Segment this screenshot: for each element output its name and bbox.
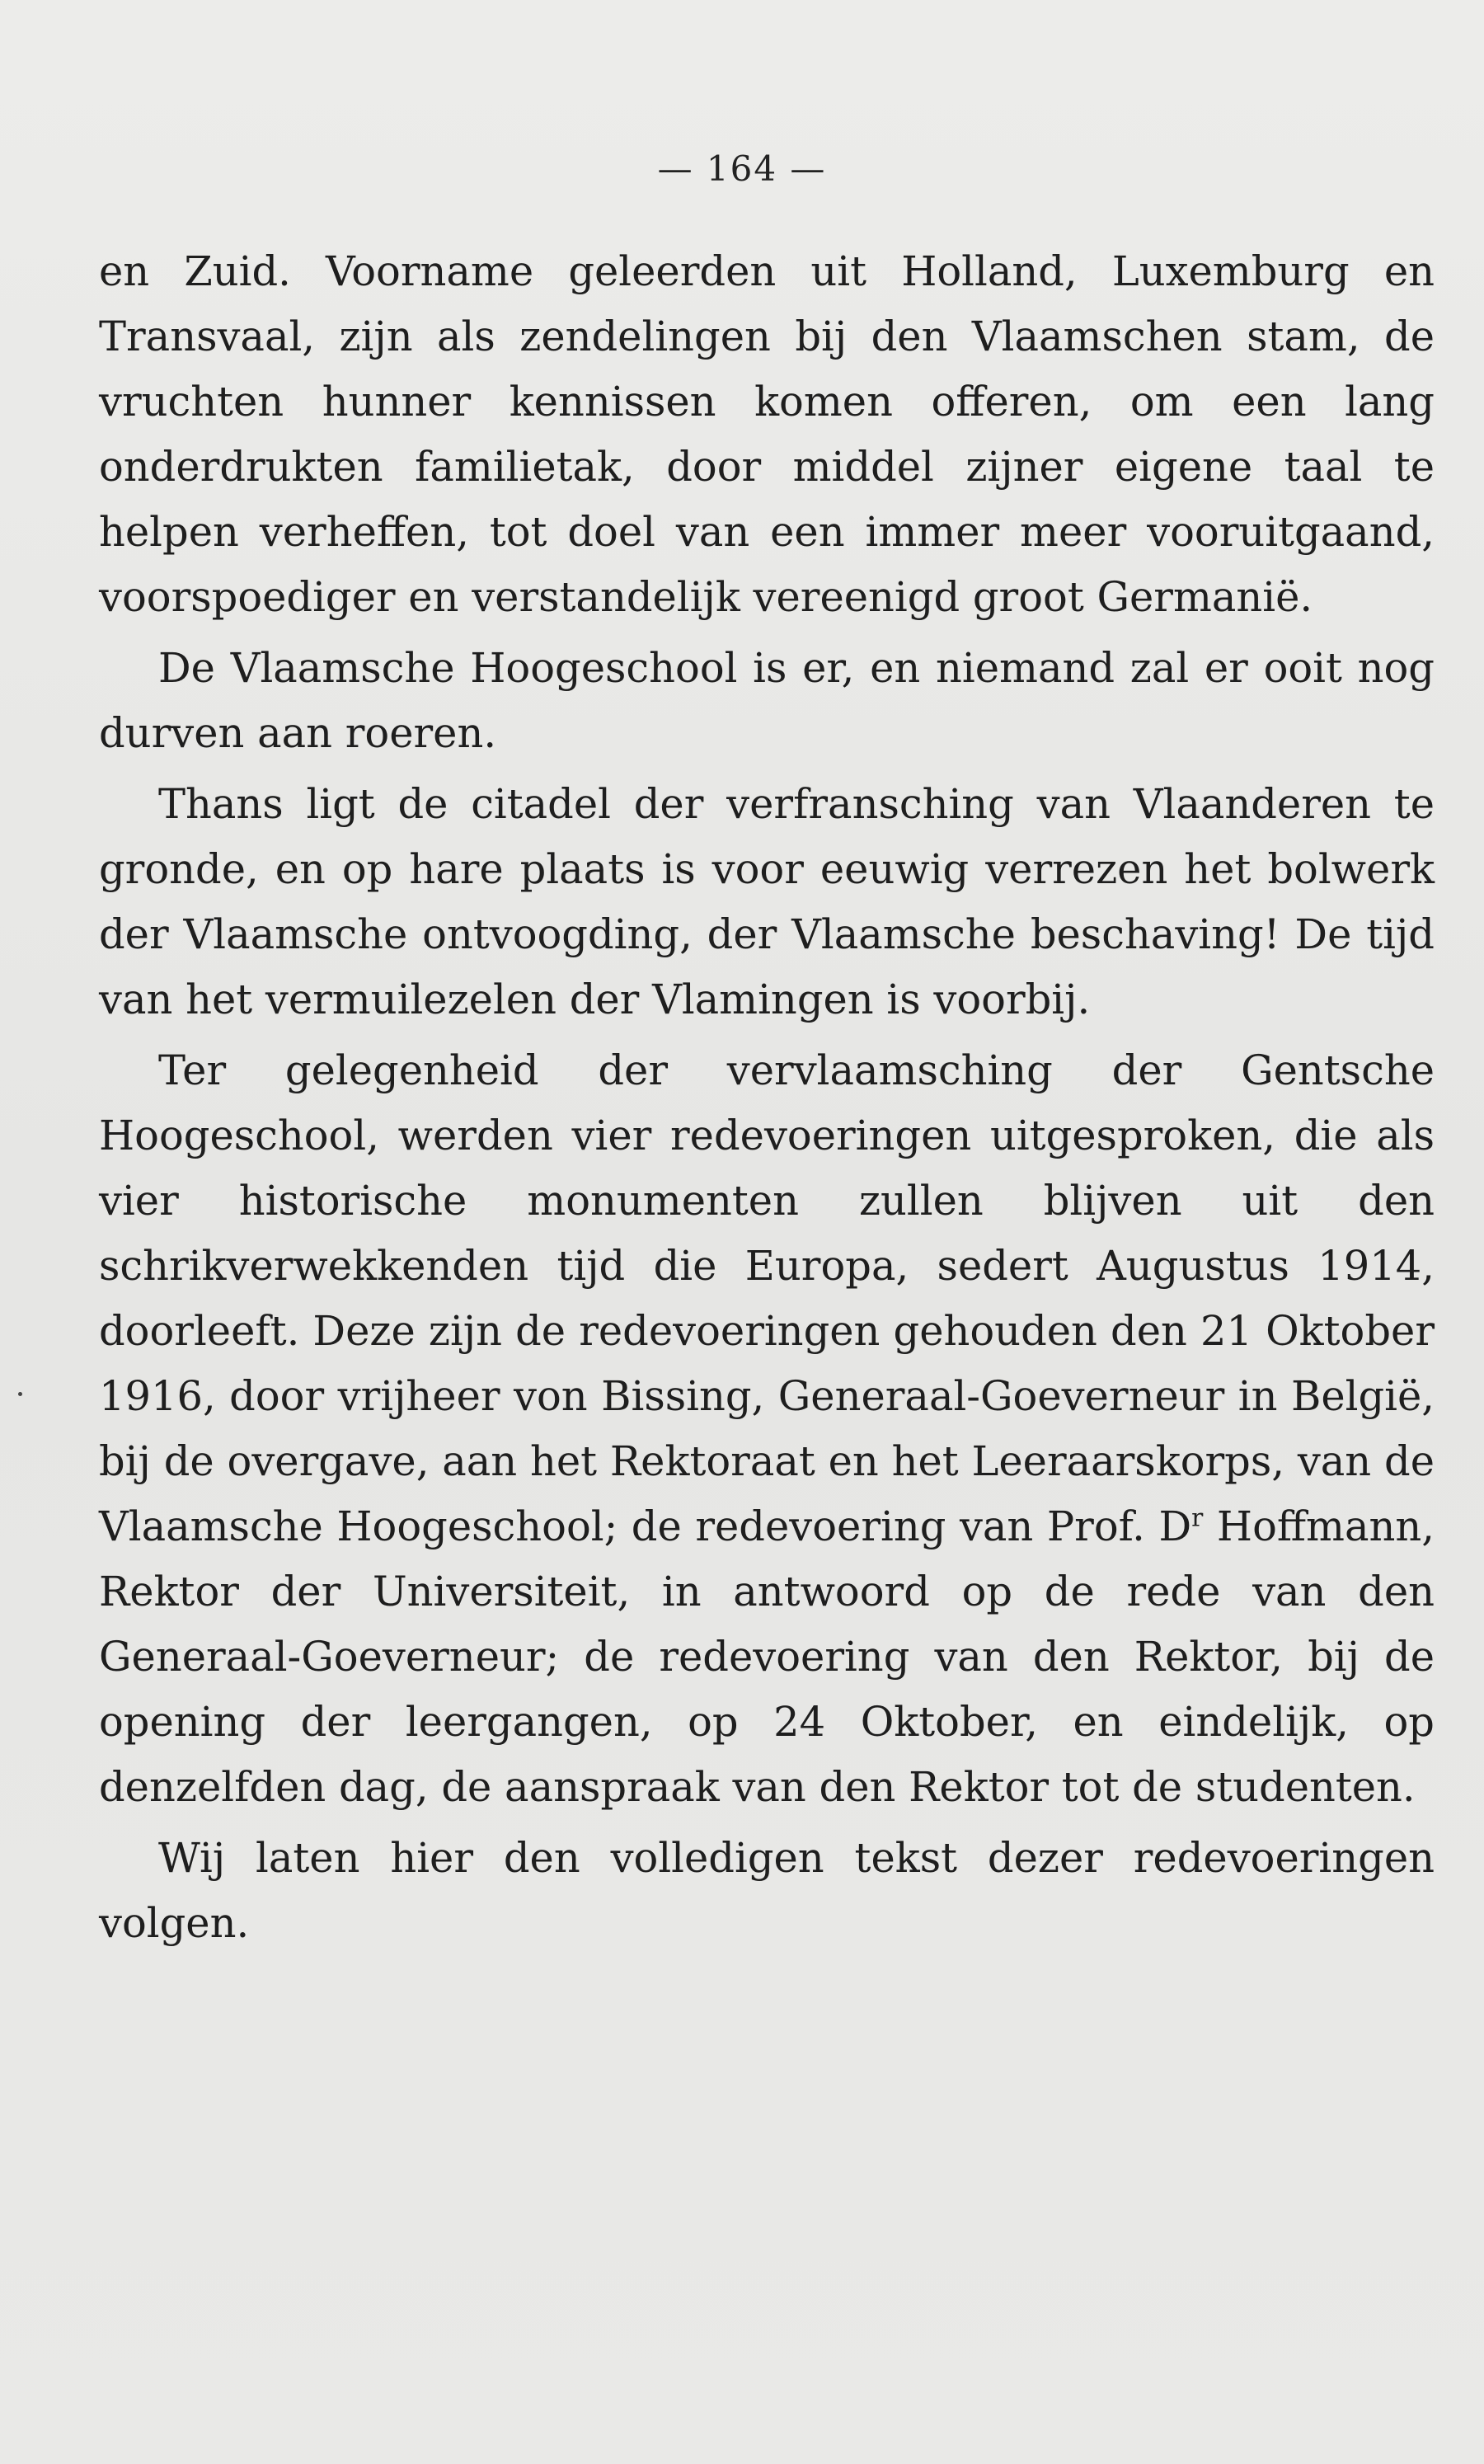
paragraph-4: [99, 1038, 1435, 1820]
paragraph-3: Thans ligt de citadel der verfransching van Vlaanderen te gronde, en op hare plaats is voor eeuwig verrezen het bolwerk der Vlaamsche ontvoogding, der Vlaamsche beschaving! De tijd van het vermuilezelen der Vlamingen is voorbij.: [99, 780, 1435, 1023]
paragraph-1: en Zuid. Voorname geleerden uit Holland, Luxemburg en Transvaal, zijn als zendelingen bij den Vlaamschen stam, de vruchten hunner kennissen komen offeren, om een lang onderdrukten familietak, door middel zijner eigene taal te helpen verheffen, tot doel van een immer meer vooruitgaand, voorspoediger en verstandelijk vereenigd groot Germanië.: [99, 247, 1435, 621]
body-text: [99, 239, 1435, 1962]
doctor-abbrev-superscript: r: [1191, 1503, 1204, 1533]
paragraph-2: De Vlaamsche Hoogeschool is er, en niemand zal er ooit nog durven aan roeren.: [99, 644, 1435, 757]
paragraph-5: Wij laten hier den volledigen tekst dezer redevoeringen volgen.: [99, 1834, 1435, 1947]
ink-speck: [18, 1392, 22, 1396]
paragraph-4-part-2: Hoffmann, Rektor der Universiteit, in antwoord op de rede van den Generaal-Goeverneur; de redevoering van den Rektor, bij de opening der leergangen, op 24 Oktober, en eindelijk, op denzelfden dag, de aanspraak van den Rektor tot de studenten.: [99, 1502, 1435, 1811]
paragraph-4-part-1: Ter gelegenheid der vervlaamsching der Gentsche Hoogeschool, werden vier redevoeringen uitgesproken, die als vier historische monumenten zullen blijven uit den schrikverwekkenden tijd die Europa, sedert Augustus 1914, doorleeft. Deze zijn de redevoeringen gehouden den 21 Oktober 1916, door vrijheer von Bissing, Generaal-Goeverneur in België, bij de overgave, aan het Rektoraat en het Leeraarskorps, van de Vlaamsche Hoogeschool; de redevoering van Prof. D: [99, 1046, 1435, 1550]
page-number: — 164 —: [657, 148, 827, 189]
